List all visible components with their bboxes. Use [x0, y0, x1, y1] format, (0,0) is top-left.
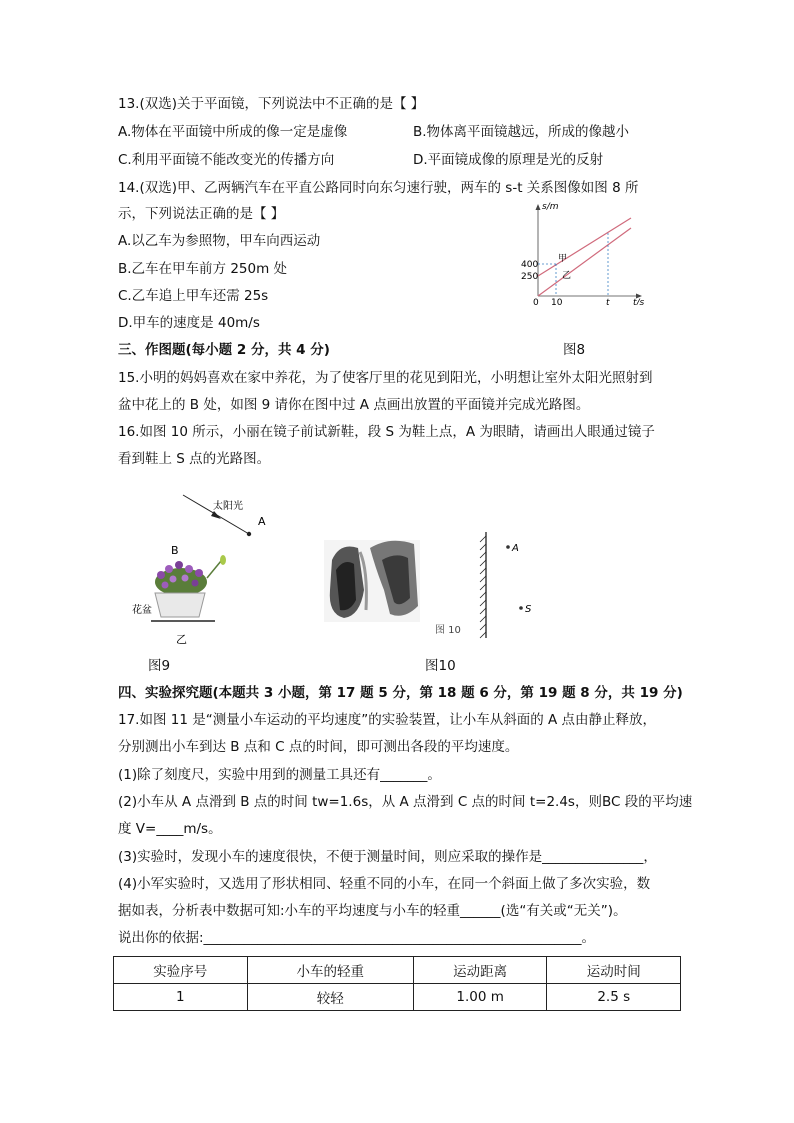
y-axis-arrow [536, 204, 541, 210]
shoe-point-dot [519, 606, 523, 610]
q13-option-a: A.物体在平面镜中所成的像一定是虚像 [118, 124, 348, 140]
graph-label-yi: 乙 [562, 271, 572, 281]
q17-part4-line3: 说出你的依据:________________________________________________________。 [118, 930, 596, 946]
q17-part4-line1: (4)小军实验时，又选用了形状相同、轻重不同的小车，在同一个斜面上做了多次实验，数 [118, 876, 651, 892]
graph-xtick-t: t [606, 298, 610, 305]
fig9-caption: 图9 [148, 658, 171, 674]
eye-point-dot [506, 545, 510, 549]
st-graph [520, 200, 650, 305]
fig10-point-a: A [512, 543, 519, 554]
table-row [114, 984, 681, 1011]
experiment-table [113, 956, 681, 1011]
graph-xtick-10: 10 [551, 298, 563, 305]
flower-pot [155, 593, 205, 617]
yi-label: 乙 [176, 633, 187, 646]
shoe-photo [324, 540, 420, 622]
q14-option-b: B.乙车在甲车前方 250m 处 [118, 261, 288, 277]
header-distance: 运动距离 [413, 957, 547, 984]
point-a-dot [247, 532, 251, 536]
q14-option-d: D.甲车的速度是 40m/s [118, 315, 260, 331]
q15-line1: 15.小明的妈妈喜欢在家中养花，为了使客厅里的花见到阳光，小明想让室外太阳光照射到 [118, 370, 653, 386]
q17-part2-line1: (2)小车从 A 点滑到 B 点的时间 tw=1.6s，从 A 点滑到 C 点的时间 t=2.4s，则BC 段的平均速 [118, 794, 693, 810]
fig9-point-a: A [258, 515, 266, 528]
q17-part1: (1)除了刻度尺，实验中用到的测量工具还有_______。 [118, 767, 441, 783]
cell-distance: 1.00 m [413, 984, 547, 1011]
cell-trial: 1 [114, 984, 248, 1011]
q16-line2: 看到鞋上 S 点的光路图。 [118, 451, 271, 467]
section3-heading: 三、作图题(每小题 2 分，共 4 分) [118, 342, 330, 358]
q17-line1: 17.如图 11 是“测量小车运动的平均速度”的实验装置，让小车从斜面的 A 点由静止释放， [118, 712, 657, 728]
q17-line2: 分别测出小车到达 B 点和 C 点的时间，即可测出各段的平均速度。 [118, 739, 519, 755]
fig9-point-b: B [171, 544, 179, 557]
cell-weight: 较轻 [247, 984, 413, 1011]
q17-part4-line2: 据如表，分析表中数据可知:小车的平均速度与小车的轻重______(选“有关或“无关”)。 [118, 903, 627, 919]
line-yi [538, 228, 631, 296]
q14-stem-line1: 14.(双选)甲、乙两辆汽车在平直公路同时向东匀速行驶，两车的 s-t 关系图像如图 8 所 [118, 180, 639, 196]
q17-part2-line2: 度 V=____m/s。 [118, 821, 222, 837]
q16-line1: 16.如图 10 所示，小丽在镜子前试新鞋，段 S 为鞋上点，A 为眼睛，请画出人眼通过镜子 [118, 424, 655, 440]
line-jia [538, 218, 631, 276]
mirror-hatching [480, 536, 486, 638]
table-header-row [114, 957, 681, 984]
section4-heading: 四、实验探究题(本题共 3 小题，第 17 题 5 分，第 18 题 6 分，第 19 题 8 分，共 19 分) [118, 685, 683, 701]
q13-option-d: D.平面镜成像的原理是光的反射 [413, 152, 604, 168]
fig10-inner-caption: 图 10 [435, 625, 461, 636]
cell-time: 2.5 s [547, 984, 681, 1011]
header-weight: 小车的轻重 [247, 957, 413, 984]
q13-stem: 13.(双选)关于平面镜，下列说法中不正确的是【 】 [118, 96, 425, 112]
sun-label: 太阳光 [213, 501, 243, 512]
graph-ytick-400: 400 [521, 260, 539, 270]
header-trial: 实验序号 [114, 957, 248, 984]
q14-option-a: A.以乙车为参照物，甲车向西运动 [118, 233, 321, 249]
graph-ylabel: s/m [542, 202, 559, 212]
pot-label: 花盆 [132, 605, 152, 616]
graph-xlabel: t/s [633, 298, 645, 305]
fig10-caption: 图10 [425, 658, 456, 674]
fig8-caption: 图8 [563, 342, 586, 358]
fig9-drawing [125, 485, 285, 655]
q13-option-c: C.利用平面镜不能改变光的传播方向 [118, 152, 335, 168]
flower-bush [155, 555, 226, 596]
q17-part3: (3)实验时，发现小车的速度很快，不便于测量时间，则应采取的操作是_______________， [118, 849, 657, 865]
q14-stem-line2: 示，下列说法正确的是【 】 [118, 206, 285, 222]
header-time: 运动时间 [547, 957, 681, 984]
fig10-point-s: S [525, 604, 532, 615]
graph-ytick-250: 250 [521, 272, 539, 282]
q15-line2: 盆中花上的 B 处，如图 9 请你在图中过 A 点画出放置的平面镜并完成光路图。 [118, 397, 590, 413]
q13-option-b: B.物体离平面镜越远，所成的像越小 [413, 124, 630, 140]
q14-option-c: C.乙车追上甲车还需 25s [118, 288, 269, 304]
graph-label-jia: 甲 [558, 254, 568, 264]
fig10-drawing [320, 530, 550, 645]
graph-origin: 0 [533, 298, 539, 305]
